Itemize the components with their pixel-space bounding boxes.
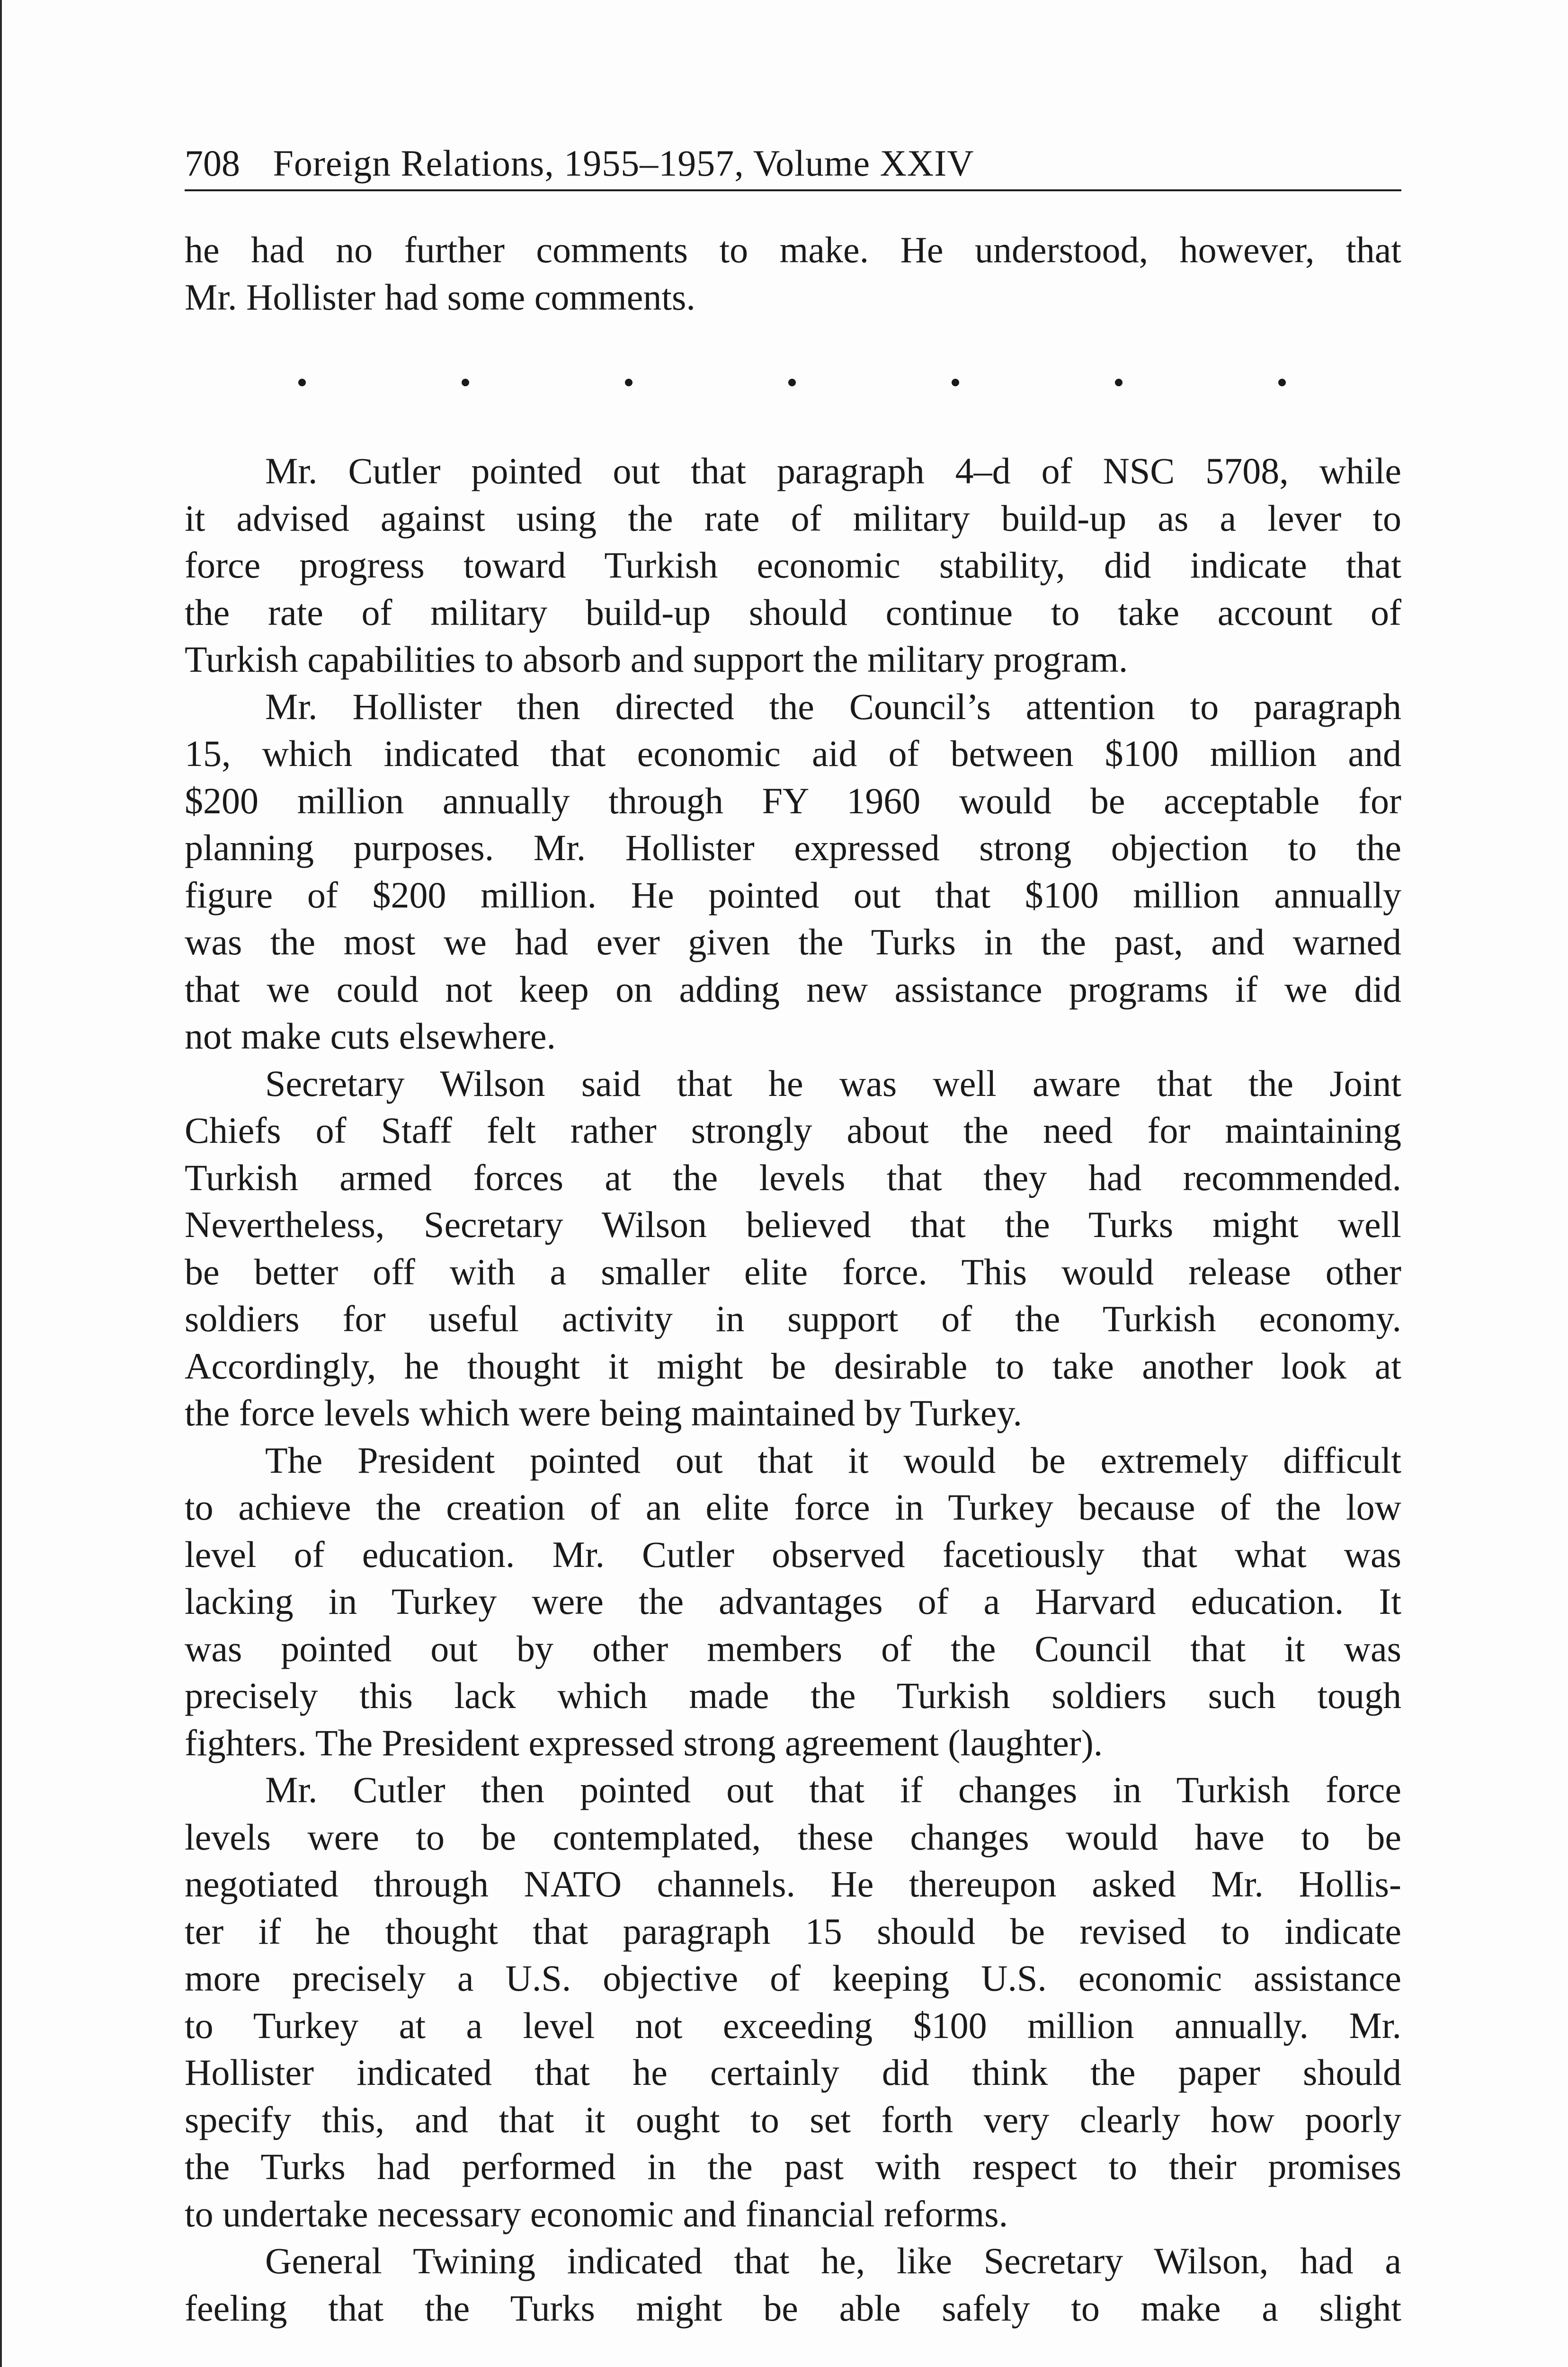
text-line: more precisely a U.S. objective of keeping U.S. economic assistance (185, 1958, 1401, 1999)
text-line: Mr. Cutler pointed out that paragraph 4–d of NSC 5708, while (265, 450, 1401, 491)
text-line: to Turkey at a level not exceeding $100 million annually. Mr. (185, 2004, 1401, 2046)
text-line: $200 million annually through FY 1960 would be acceptable for (185, 780, 1401, 821)
ellipsis-dot (788, 379, 796, 386)
text-line: it advised against using the rate of military build-up as a lever to (185, 497, 1401, 539)
text-line: was the most we had ever given the Turks in the past, and warned (185, 921, 1401, 962)
text-line: Nevertheless, Secretary Wilson believed that the Turks might well (185, 1204, 1401, 1245)
text-line: planning purposes. Mr. Hollister expressed strong objection to the (185, 827, 1401, 868)
text-line: ter if he thought that paragraph 15 should be revised to indicate (185, 1910, 1401, 1952)
text-line: Secretary Wilson said that he was well aware that the Joint (265, 1062, 1401, 1104)
text-line: The President pointed out that it would be extremely difficult (265, 1439, 1401, 1481)
paragraph-president-education (185, 1439, 1401, 1769)
text-line: Turkish capabilities to absorb and support the military program. (185, 639, 1128, 680)
running-title: Foreign Relations, 1955–1957, Volume XXIV (273, 142, 974, 184)
text-line: figure of $200 million. He pointed out that $100 million annually (185, 874, 1401, 916)
paragraph-wilson-forces (185, 1062, 1401, 1439)
text-line: lacking in Turkey were the advantages of a Harvard education. It (185, 1581, 1401, 1622)
text-line: negotiated through NATO channels. He thereupon asked Mr. Hollis- (185, 1863, 1401, 1904)
page-number: 708 (185, 142, 240, 184)
text-line: not make cuts elsewhere. (185, 1015, 556, 1057)
text-line: precisely this lack which made the Turkish soldiers such tough (185, 1675, 1401, 1716)
ellipsis-dot (298, 379, 306, 386)
text-line: Mr. Hollister then directed the Council’s attention to paragraph (265, 685, 1401, 727)
text-line: to achieve the creation of an elite force in Turkey because of the low (185, 1486, 1401, 1528)
text-line: soldiers for useful activity in support of the Turkish economy. (185, 1298, 1401, 1339)
text-line: was pointed out by other members of the Council that it was (185, 1628, 1401, 1669)
text-line: Turkish armed forces at the levels that they had recommended. (185, 1157, 1401, 1198)
text-line: level of education. Mr. Cutler observed facetiously that what was (185, 1533, 1401, 1575)
paragraph-cutler-nsc (185, 450, 1401, 685)
ellipsis-dot (625, 379, 633, 386)
text-line: Mr. Cutler then pointed out that if changes in Turkish force (265, 1769, 1401, 1810)
scan-edge (0, 0, 2, 2367)
running-header (185, 137, 1401, 191)
ellipsis-dot (1278, 379, 1286, 386)
text-line: 15, which indicated that economic aid of between $100 million and (185, 733, 1401, 774)
text-line: fighters. The President expressed strong agreement (laughter). (185, 1722, 1103, 1763)
text-line: Accordingly, he thought it might be desirable to take another look at (185, 1345, 1401, 1387)
text-line: Hollister indicated that he certainly did think the paper should (185, 2052, 1401, 2093)
main-text (185, 450, 1401, 2334)
paragraph-hollister-aid (185, 685, 1401, 1062)
omission-marker (185, 360, 1401, 402)
text-line: the force levels which were being maintained by Turkey. (185, 1392, 1022, 1433)
opening-paragraph (185, 226, 1401, 320)
paragraph-twining (185, 2240, 1401, 2334)
text-line: levels were to be contemplated, these changes would have to be (185, 1816, 1401, 1858)
text-line: to undertake necessary economic and financial reforms. (185, 2193, 1008, 2234)
text-line: General Twining indicated that he, like Secretary Wilson, had a (265, 2240, 1401, 2281)
text-line: he had no further comments to make. He understood, however, that (185, 229, 1401, 270)
paragraph-cutler-nato (185, 1769, 1401, 2240)
text-line: that we could not keep on adding new assistance programs if we did (185, 968, 1401, 1010)
ellipsis-dot (952, 379, 959, 386)
text-line: the rate of military build-up should continue to take account of (185, 591, 1401, 633)
text-line: the Turks had performed in the past with respect to their promises (185, 2146, 1401, 2187)
text-line: be better off with a smaller elite force. This would release other (185, 1251, 1401, 1292)
ellipsis-dot (1115, 379, 1123, 386)
text-line: Mr. Hollister had some comments. (185, 276, 695, 318)
text-line: force progress toward Turkish economic stability, did indicate that (185, 544, 1401, 586)
text-line: specify this, and that it ought to set forth very clearly how poorly (185, 2099, 1401, 2140)
text-line: Chiefs of Staff felt rather strongly about the need for maintaining (185, 1110, 1401, 1151)
ellipsis-dot (462, 379, 469, 386)
text-line: feeling that the Turks might be able safely to make a slight (185, 2287, 1401, 2329)
